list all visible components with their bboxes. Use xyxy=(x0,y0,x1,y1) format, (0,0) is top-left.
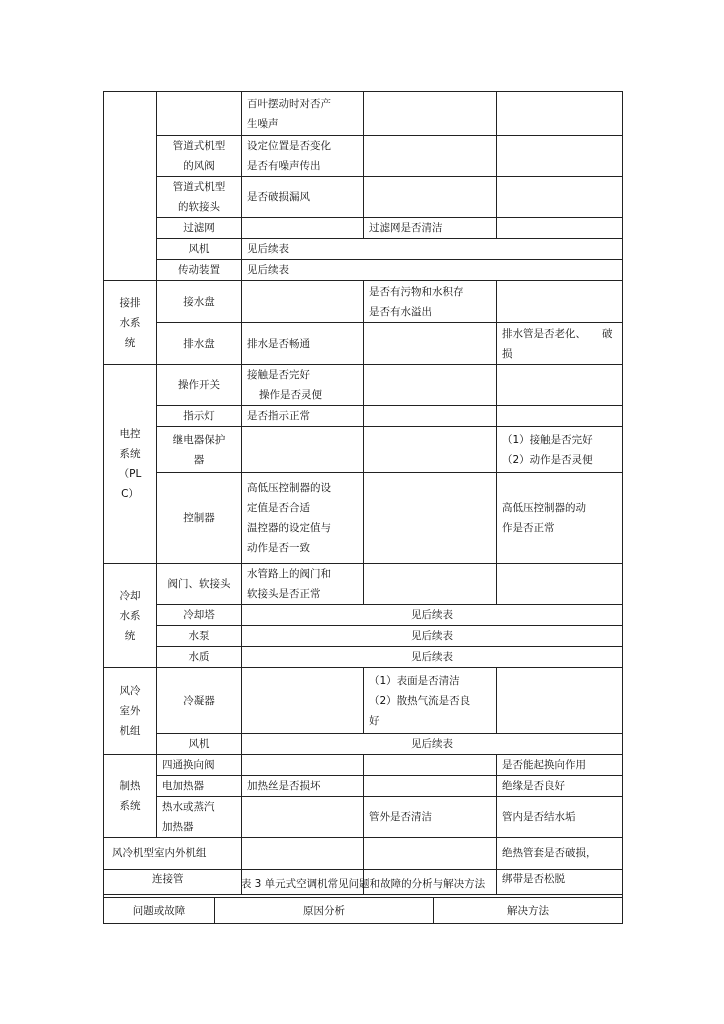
table-row xyxy=(104,281,623,323)
other-cell: 绝缘是否良好 xyxy=(497,776,623,797)
check-cell: 百叶摆动时对否产 生噪声 xyxy=(242,92,364,136)
table-row xyxy=(104,427,623,473)
category-cell-drainage: 接排 水系 统 xyxy=(104,281,157,365)
note-cell: 见后续表 xyxy=(242,260,623,281)
other-cell xyxy=(497,668,623,734)
item-cell: 排水盘 xyxy=(157,323,242,365)
clean-cell xyxy=(364,564,497,605)
check-cell xyxy=(242,668,364,734)
check-cell: 是否破损漏风 xyxy=(242,177,364,218)
table-row xyxy=(104,668,623,734)
clean-cell xyxy=(364,136,497,177)
item-cell: 风机 xyxy=(157,239,242,260)
check-cell: 水管路上的阀门和 软接头是否正常 xyxy=(242,564,364,605)
item-cell: 传动装置 xyxy=(157,260,242,281)
clean-cell xyxy=(364,365,497,406)
other-cell xyxy=(497,177,623,218)
item-cell: 控制器 xyxy=(157,473,242,564)
clean-cell: 管外是否清洁 xyxy=(364,797,497,838)
item-cell: 管道式机型 的软接头 xyxy=(157,177,242,218)
table-row xyxy=(104,177,623,218)
category-cell-cooling-water: 冷却 水系 统 xyxy=(104,564,157,668)
item-cell: 冷凝器 xyxy=(157,668,242,734)
other-cell: 管内是否结水垢 xyxy=(497,797,623,838)
table-row xyxy=(104,797,623,838)
clean-cell: （1）表面是否清洁 （2）散热气流是否良 好 xyxy=(364,668,497,734)
item-cell: 水泵 xyxy=(157,626,242,647)
note-cell: 见后续表 xyxy=(242,647,623,668)
item-cell: 水质 xyxy=(157,647,242,668)
clean-cell xyxy=(364,755,497,776)
table-row xyxy=(104,776,623,797)
check-cell: 接触是否完好 操作是否灵便 xyxy=(242,365,364,406)
item-cell xyxy=(157,92,242,136)
other-cell: 是否能起换向作用 xyxy=(497,755,623,776)
table-header-row xyxy=(104,898,623,924)
maintenance-check-table xyxy=(103,91,623,895)
item-cell: 阀门、软接头 xyxy=(157,564,242,605)
category-cell-electrical: 电控 系统 （PL C） xyxy=(104,365,157,564)
check-cell xyxy=(242,797,364,838)
clean-cell xyxy=(364,92,497,136)
clean-cell xyxy=(364,776,497,797)
item-cell: 冷却塔 xyxy=(157,605,242,626)
item-cell: 继电器保护 器 xyxy=(157,427,242,473)
check-cell: 加热丝是否损坏 xyxy=(242,776,364,797)
table-row xyxy=(104,605,623,626)
table-row xyxy=(104,260,623,281)
other-cell xyxy=(497,365,623,406)
table-row xyxy=(104,406,623,427)
item-cell: 操作开关 xyxy=(157,365,242,406)
other-cell xyxy=(497,406,623,427)
table-row xyxy=(104,755,623,776)
note-cell: 见后续表 xyxy=(242,626,623,647)
table-row xyxy=(104,473,623,564)
note-cell: 见后续表 xyxy=(242,605,623,626)
clean-cell: 是否有污物和水积存 是否有水溢出 xyxy=(364,281,497,323)
check-cell xyxy=(242,427,364,473)
other-cell xyxy=(497,92,623,136)
check-cell: 是否指示正常 xyxy=(242,406,364,427)
other-cell xyxy=(497,218,623,239)
table-row xyxy=(104,734,623,755)
table-row xyxy=(104,218,623,239)
note-cell: 见后续表 xyxy=(242,734,623,755)
other-cell xyxy=(497,136,623,177)
check-cell xyxy=(242,755,364,776)
item-cell: 过滤网 xyxy=(157,218,242,239)
header-cell: 原因分析 xyxy=(215,898,434,924)
table-row xyxy=(104,92,623,136)
item-cell: 接水盘 xyxy=(157,281,242,323)
clean-cell xyxy=(364,323,497,365)
clean-cell xyxy=(364,473,497,564)
clean-cell xyxy=(364,427,497,473)
other-cell: 高低压控制器的动 作是否正常 xyxy=(497,473,623,564)
table-row xyxy=(104,564,623,605)
table-row xyxy=(104,323,623,365)
table-row xyxy=(104,626,623,647)
table3 xyxy=(103,869,623,924)
other-cell: 绝热管套是否破损， 绑带是否松脱 xyxy=(497,838,623,895)
other-cell xyxy=(497,281,623,323)
check-cell: 排水是否畅通 xyxy=(242,323,364,365)
other-cell xyxy=(497,564,623,605)
clean-cell xyxy=(364,177,497,218)
table-row xyxy=(104,647,623,668)
header-cell: 问题或故障 xyxy=(104,898,215,924)
other-cell: （1）接触是否完好 （2）动作是否灵便 xyxy=(497,427,623,473)
clean-cell xyxy=(364,406,497,427)
check-cell xyxy=(242,218,364,239)
table-caption-row xyxy=(104,870,623,898)
clean-cell: 过滤网是否清洁 xyxy=(364,218,497,239)
note-cell: 见后续表 xyxy=(242,239,623,260)
item-cell: 四通换向阀 xyxy=(157,755,242,776)
table-row xyxy=(104,365,623,406)
item-cell: 电加热器 xyxy=(157,776,242,797)
item-cell: 热水或蒸汽 加热器 xyxy=(157,797,242,838)
item-cell: 管道式机型 的风阀 xyxy=(157,136,242,177)
check-cell xyxy=(242,281,364,323)
header-cell: 解决方法 xyxy=(434,898,623,924)
category-cell-heating: 制热 系统 xyxy=(104,755,157,838)
table-row xyxy=(104,239,623,260)
other-cell: 排水管是否老化、 破 损 xyxy=(497,323,623,365)
table-caption: 表 3 单元式空调机常见问题和故障的分析与解决方法 xyxy=(104,870,623,898)
item-cell-pipe: 风冷机型室内外机组 连接管 xyxy=(104,838,242,895)
category-cell-outdoor-unit: 风冷 室外 机组 xyxy=(104,668,157,755)
item-cell: 风机 xyxy=(157,734,242,755)
item-cell: 指示灯 xyxy=(157,406,242,427)
table-row xyxy=(104,136,623,177)
check-cell: 设定位置是否变化 是否有噪声传出 xyxy=(242,136,364,177)
check-cell: 高低压控制器的设 定值是否合适 温控器的设定值与 动作是否一致 xyxy=(242,473,364,564)
category-cell-air xyxy=(104,92,157,281)
